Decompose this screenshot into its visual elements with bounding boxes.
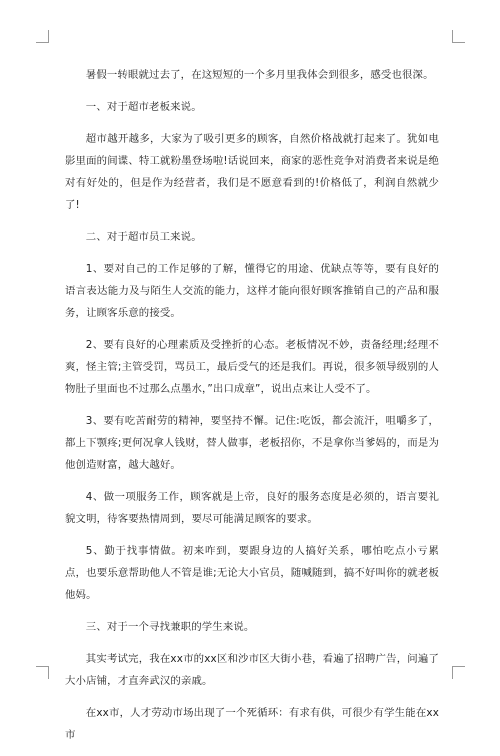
staff-point-1: 1、要对自己的工作足够的了解，懂得它的用途、优缺点等等，要有良好的语言表达能力及与陌生人交流的能力，这样才能向很好顾客推销自己的产品和服务，让顾客乐意的接受。 (65, 263, 439, 319)
intro-paragraph: 暑假一转眼就过去了，在这短短的一个多月里我体会到很多，感受也很深。 (85, 69, 434, 81)
section-heading-staff: 二、对于超市员工来说。 (85, 231, 202, 243)
crop-mark-top-right (452, 30, 465, 43)
staff-point-2: 2、要有良好的心理素质及受挫折的心态。老板情况不妙，责备经理;经理不爽，怪主管;主管受罚，骂员工，最后受气的还是我们。再说，很多领导级别的人物肚子里面也不过那么点墨水，”出口成章”，说出点来让人受不了。 (65, 339, 439, 395)
paragraph-price-war: 超市越开越多，大家为了吸引更多的顾客，自然价格战就打起来了。犹如电影里面的间谍、特工就粉墨登场啦!话说回来，商家的恶性竞争对消费者来说是绝对有好处的，但是作为经营者，我们是不愿意看到的!价格低了，利润自然就少了! (65, 133, 439, 211)
crop-mark-top-left (36, 30, 49, 43)
staff-point-3: 3、要有吃苦耐劳的精神，要坚持不懈。记住:吃饭，都会流汗，咀嚼多了，都上下颚疼;更何况拿人钱财，替人做事，老板招你，不是拿你当爹妈的，而是为他创造财富，越大越好。 (65, 415, 439, 471)
staff-point-5: 5、勤于找事情做。初来咋到，要跟身边的人搞好关系，哪怕吃点小亏累点，也要乐意帮助他人不管是谁;无论大小官员，随喊随到，搞不好叫你的就老板他妈。 (65, 545, 439, 601)
crop-mark-bottom-right (452, 666, 465, 679)
paragraph-labor-market: 在xx市，人才劳动市场出现了一个死循环：有求有供，可很少有学生能在xx市 (65, 707, 439, 741)
document-body (65, 64, 439, 756)
paragraph-job-search: 其实考试完，我在xx市的xx区和沙市区大街小巷，看遍了招聘广告，问遍了大小店铺，才直奔武汉的亲戚。 (65, 653, 439, 687)
crop-mark-bottom-left (36, 666, 49, 679)
section-heading-student: 三、对于一个寻找兼职的学生来说。 (85, 621, 255, 633)
staff-point-4: 4、做一项服务工作，顾客就是上帝，良好的服务态度是必须的，语言要礼貌文明，待客要热情周到，要尽可能满足顾客的要求。 (65, 491, 439, 525)
section-heading-boss: 一、对于超市老板来说。 (85, 101, 202, 113)
